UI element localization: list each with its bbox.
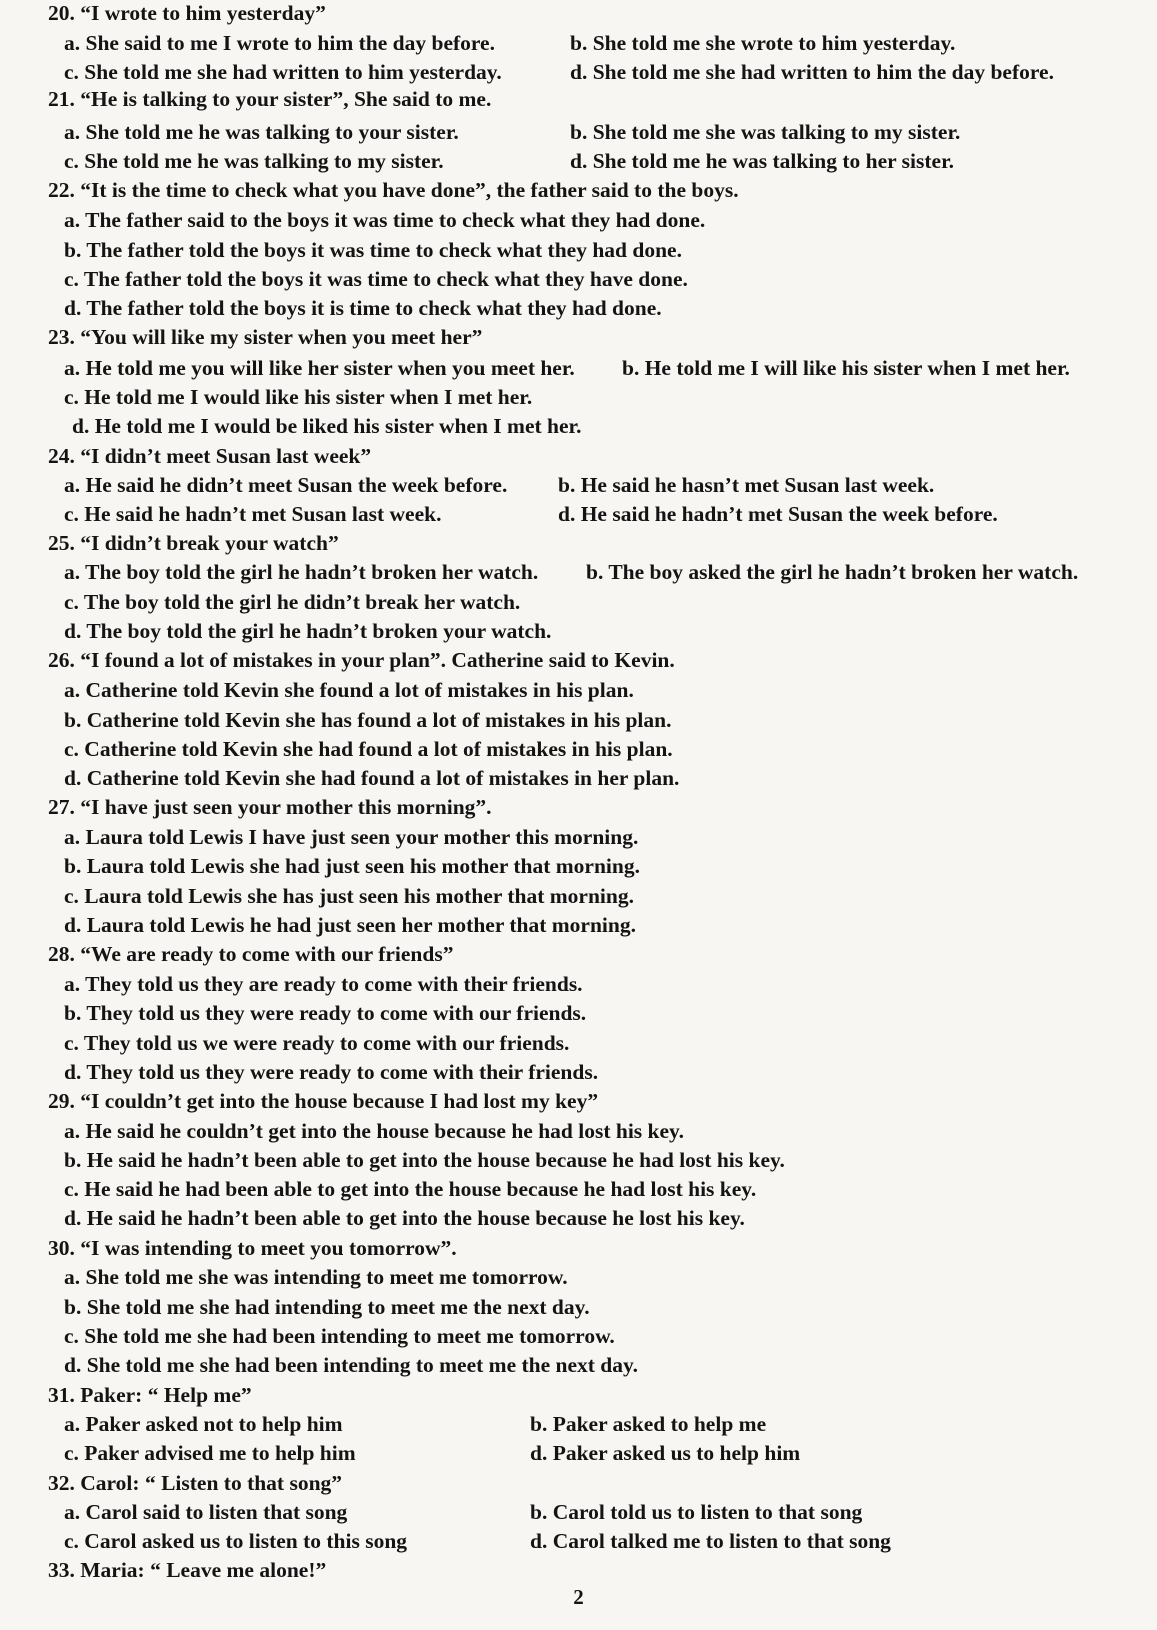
option-d: d. They told us they were ready to come with their friends. <box>64 1060 599 1084</box>
question-29 <box>0 1086 1157 1116</box>
option-c: c. He said he had been able to get into the house because he had lost his key. <box>64 1177 757 1201</box>
option-a: a. They told us they are ready to come with their friends. <box>64 972 583 996</box>
option-d: d. He said he hadn’t met Susan the week before. <box>558 502 998 526</box>
option-row <box>0 117 1157 147</box>
option-row <box>0 705 1157 735</box>
question-stem: 24. “I didn’t meet Susan last week” <box>48 444 372 468</box>
option-d: d. Carol talked me to listen to that song <box>530 1529 891 1553</box>
option-row <box>0 1526 1157 1556</box>
option-c: c. The boy told the girl he didn’t break her watch. <box>64 590 521 614</box>
option-row <box>0 1409 1157 1439</box>
option-c: c. She told me he was talking to my sister. <box>64 149 444 173</box>
option-row <box>0 734 1157 764</box>
question-stem: 29. “I couldn’t get into the house because I had lost my key” <box>48 1089 599 1113</box>
option-a: a. Laura told Lewis I have just seen your mother this morning. <box>64 825 639 849</box>
option-d: d. Laura told Lewis he had just seen her mother that morning. <box>64 913 636 937</box>
question-stem: 21. “He is talking to your sister”, She said to me. <box>48 87 492 111</box>
question-28 <box>0 939 1157 969</box>
option-a: a. Carol said to listen that song <box>64 1500 348 1524</box>
option-a: a. The boy told the girl he hadn’t broken her watch. <box>64 560 539 584</box>
option-row <box>0 851 1157 881</box>
option-c: c. Paker advised me to help him <box>64 1441 356 1465</box>
question-27 <box>0 792 1157 822</box>
option-b: b. She told me she had intending to meet me the next day. <box>64 1295 590 1319</box>
option-row <box>0 616 1157 646</box>
option-row <box>0 1497 1157 1527</box>
option-row <box>0 1116 1157 1146</box>
option-b: b. Laura told Lewis she had just seen his mother that morning. <box>64 854 640 878</box>
option-b: b. Paker asked to help me <box>530 1412 767 1436</box>
option-row <box>0 146 1157 176</box>
page-number: 2 <box>573 1585 584 1609</box>
option-row <box>0 57 1157 87</box>
option-c: c. Laura told Lewis she has just seen his mother that morning. <box>64 884 634 908</box>
option-row <box>0 499 1157 529</box>
option-row <box>0 470 1157 500</box>
option-b: b. The father told the boys it was time to check what they had done. <box>64 238 682 262</box>
option-c: c. They told us we were ready to come with our friends. <box>64 1031 570 1055</box>
option-row <box>0 264 1157 294</box>
option-row <box>0 763 1157 793</box>
option-c: c. Carol asked us to listen to this song <box>64 1529 408 1553</box>
option-c: c. The father told the boys it was time to check what they have done. <box>64 267 688 291</box>
question-stem: 33. Maria: “ Leave me alone!” <box>48 1558 327 1582</box>
option-d: d. He said he hadn’t been able to get into the house because he lost his key. <box>64 1206 745 1230</box>
question-30 <box>0 1233 1157 1263</box>
option-a: a. He told me you will like her sister when you meet her. <box>64 356 575 380</box>
option-row <box>0 411 1157 441</box>
option-row <box>0 969 1157 999</box>
question-23 <box>0 322 1157 352</box>
option-d: d. He told me I would be liked his sister when I met her. <box>72 414 582 438</box>
question-stem: 20. “I wrote to him yesterday” <box>48 1 326 25</box>
option-a: a. She told me she was intending to meet me tomorrow. <box>64 1265 568 1289</box>
option-row <box>0 1145 1157 1175</box>
option-row <box>0 353 1157 383</box>
question-24 <box>0 441 1157 471</box>
option-row <box>0 675 1157 705</box>
option-d: d. She told me he was talking to her sister. <box>570 149 955 173</box>
option-row <box>0 382 1157 412</box>
option-c: c. She told me she had been intending to meet me tomorrow. <box>64 1324 615 1348</box>
option-row <box>0 28 1157 58</box>
option-row <box>0 1028 1157 1058</box>
option-row <box>0 1292 1157 1322</box>
option-row <box>0 1438 1157 1468</box>
question-31 <box>0 1380 1157 1410</box>
option-row <box>0 1350 1157 1380</box>
question-stem: 26. “I found a lot of mistakes in your plan”. Catherine said to Kevin. <box>48 648 675 672</box>
option-c: c. Catherine told Kevin she had found a lot of mistakes in his plan. <box>64 737 673 761</box>
option-d: d. Paker asked us to help him <box>530 1441 801 1465</box>
option-row <box>0 822 1157 852</box>
option-row <box>0 1203 1157 1233</box>
option-row <box>0 881 1157 911</box>
option-d: d. She told me she had written to him the day before. <box>570 60 1054 84</box>
option-d: d. Catherine told Kevin she had found a lot of mistakes in her plan. <box>64 766 680 790</box>
option-row <box>0 205 1157 235</box>
option-a: a. Catherine told Kevin she found a lot of mistakes in his plan. <box>64 678 634 702</box>
option-b: b. She told me she wrote to him yesterday. <box>570 31 956 55</box>
question-stem: 30. “I was intending to meet you tomorrow”. <box>48 1236 457 1260</box>
question-25 <box>0 528 1157 558</box>
question-22 <box>0 175 1157 205</box>
option-row <box>0 998 1157 1028</box>
option-a: a. He said he didn’t meet Susan the week before. <box>64 473 508 497</box>
question-stem: 23. “You will like my sister when you meet her” <box>48 325 483 349</box>
option-row <box>0 557 1157 587</box>
option-d: d. The father told the boys it is time to check what they had done. <box>64 296 662 320</box>
question-21 <box>0 84 1157 114</box>
option-a: a. Paker asked not to help him <box>64 1412 343 1436</box>
option-d: d. She told me she had been intending to meet me the next day. <box>64 1353 638 1377</box>
question-stem: 22. “It is the time to check what you have done”, the father said to the boys. <box>48 178 739 202</box>
option-b: b. She told me she was talking to my sister. <box>570 120 961 144</box>
question-stem: 31. Paker: “ Help me” <box>48 1383 252 1407</box>
option-row <box>0 1262 1157 1292</box>
option-b: b. He said he hadn’t been able to get into the house because he had lost his key. <box>64 1148 785 1172</box>
option-b: b. Catherine told Kevin she has found a lot of mistakes in his plan. <box>64 708 672 732</box>
question-33 <box>0 1555 1157 1585</box>
option-row <box>0 293 1157 323</box>
question-stem: 28. “We are ready to come with our friends” <box>48 942 454 966</box>
option-b: b. He told me I will like his sister when I met her. <box>622 356 1070 380</box>
option-b: b. He said he hasn’t met Susan last week. <box>558 473 935 497</box>
option-a: a. He said he couldn’t get into the house because he had lost his key. <box>64 1119 684 1143</box>
option-a: a. She said to me I wrote to him the day before. <box>64 31 495 55</box>
option-c: c. He told me I would like his sister when I met her. <box>64 385 533 409</box>
option-a: a. She told me he was talking to your sister. <box>64 120 459 144</box>
option-c: c. She told me she had written to him yesterday. <box>64 60 502 84</box>
option-b: b. Carol told us to listen to that song <box>530 1500 863 1524</box>
option-c: c. He said he hadn’t met Susan last week. <box>64 502 442 526</box>
option-b: b. The boy asked the girl he hadn’t broken her watch. <box>586 560 1079 584</box>
option-row <box>0 1174 1157 1204</box>
question-26 <box>0 645 1157 675</box>
option-row <box>0 235 1157 265</box>
question-stem: 25. “I didn’t break your watch” <box>48 531 339 555</box>
question-32 <box>0 1468 1157 1498</box>
option-row <box>0 910 1157 940</box>
option-row <box>0 1057 1157 1087</box>
question-stem: 27. “I have just seen your mother this morning”. <box>48 795 492 819</box>
option-row <box>0 1321 1157 1351</box>
option-row <box>0 587 1157 617</box>
question-stem: 32. Carol: “ Listen to that song” <box>48 1471 343 1495</box>
question-20 <box>0 0 1157 28</box>
option-b: b. They told us they were ready to come with our friends. <box>64 1001 587 1025</box>
option-a: a. The father said to the boys it was time to check what they had done. <box>64 208 706 232</box>
option-d: d. The boy told the girl he hadn’t broken your watch. <box>64 619 552 643</box>
